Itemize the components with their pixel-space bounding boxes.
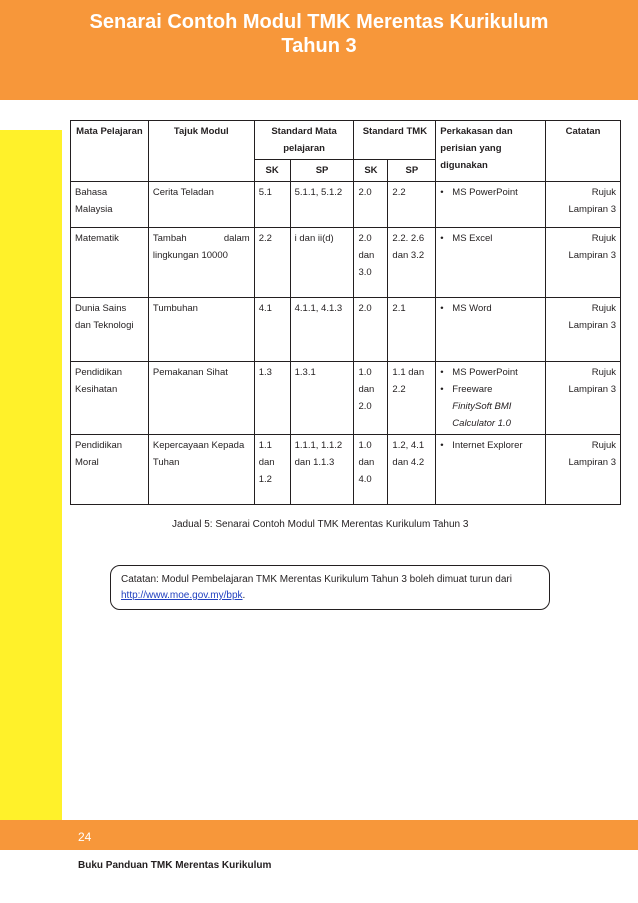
header-sk: SK — [354, 160, 388, 182]
cell-sp-tmk: 2.1 — [388, 298, 436, 362]
tool-item: • MS Excel — [440, 230, 541, 247]
header-standard-tmk: Standard TMK — [354, 121, 436, 160]
tajuk-word: dalam — [223, 233, 250, 244]
header-sk: SK — [254, 160, 290, 182]
header-catatan: Catatan — [546, 121, 621, 182]
cell-tajuk: Tumbuhan — [148, 298, 254, 362]
header-sp: SP — [290, 160, 354, 182]
table-row — [71, 182, 621, 228]
tool-item: • Freeware — [440, 381, 541, 398]
table-row — [71, 362, 621, 435]
table-header-row — [71, 121, 621, 160]
cell-sp-tmk: 2.2. 2.6 dan 3.2 — [388, 228, 436, 298]
cell-catatan: Rujuk Lampiran 3 — [546, 435, 621, 505]
cell-mata: Matematik — [71, 228, 149, 298]
tool-item: • Internet Explorer — [440, 437, 541, 454]
note-text: Catatan: Modul Pembelajaran TMK Merentas Kurikulum Tahun 3 boleh dimuat turun dari — [121, 574, 512, 585]
note-box — [110, 565, 550, 610]
cell-sp: 1.3.1 — [290, 362, 354, 435]
cell-tools — [436, 435, 546, 505]
cell-sk-tmk: 1.0 dan 2.0 — [354, 362, 388, 435]
table-row — [71, 435, 621, 505]
cell-catatan: Rujuk Lampiran 3 — [546, 362, 621, 435]
cell-sk: 2.2 — [254, 228, 290, 298]
cell-sk: 1.3 — [254, 362, 290, 435]
cell-sk-tmk: 2.0 — [354, 182, 388, 228]
cell-catatan: Rujuk Lampiran 3 — [546, 228, 621, 298]
tool-item: • MS PowerPoint — [440, 364, 541, 381]
cell-tajuk: Pemakanan Sihat — [148, 362, 254, 435]
tool-item: • MS Word — [440, 300, 541, 317]
table-row — [71, 298, 621, 362]
cell-mata: Bahasa Malaysia — [71, 182, 149, 228]
tajuk-word: Tambah — [152, 233, 187, 244]
cell-sp-tmk: 1.2, 4.1 dan 4.2 — [388, 435, 436, 505]
page-title-line1: Senarai Contoh Modul TMK Merentas Kurikulum — [89, 11, 549, 33]
cell-tools — [436, 228, 546, 298]
cell-mata: Dunia Sains dan Teknologi — [71, 298, 149, 362]
page-title — [0, 10, 638, 58]
cell-sk-tmk: 1.0 dan 4.0 — [354, 435, 388, 505]
cell-tajuk — [148, 228, 254, 298]
tool-item: • MS PowerPoint — [440, 184, 541, 201]
tool-item-detail: FinitySoft BMI Calculator 1.0 — [452, 401, 512, 429]
page-title-line2: Tahun 3 — [281, 35, 357, 57]
page-number: 24 — [78, 830, 92, 844]
header-mata-pelajaran: Mata Pelajaran — [71, 121, 149, 182]
cell-sp: 1.1.1, 1.1.2 dan 1.1.3 — [290, 435, 354, 505]
header-perkakasan: Perkakasan dan perisian yang digunakan — [436, 121, 546, 182]
cell-tools — [436, 182, 546, 228]
cell-tajuk: Kepercayaan Kepada Tuhan — [148, 435, 254, 505]
cell-sp: i dan ii(d) — [290, 228, 354, 298]
cell-sp-tmk: 1.1 dan 2.2 — [388, 362, 436, 435]
tajuk-first-line — [153, 230, 250, 247]
cell-sk: 5.1 — [254, 182, 290, 228]
cell-sk-tmk: 2.0 — [354, 298, 388, 362]
cell-sk: 1.1 dan 1.2 — [254, 435, 290, 505]
cell-tools — [436, 362, 546, 435]
header-sp: SP — [388, 160, 436, 182]
cell-sk: 4.1 — [254, 298, 290, 362]
cell-mata: Pendidikan Kesihatan — [71, 362, 149, 435]
cell-sk-tmk: 2.0 dan 3.0 — [354, 228, 388, 298]
header-standard-mata: Standard Mata pelajaran — [254, 121, 354, 160]
module-table — [70, 120, 621, 505]
cell-tajuk: Cerita Teladan — [148, 182, 254, 228]
table-caption: Jadual 5: Senarai Contoh Modul TMK Merentas Kurikulum Tahun 3 — [172, 519, 469, 530]
cell-tools — [436, 298, 546, 362]
cell-mata: Pendidikan Moral — [71, 435, 149, 505]
footer-book-title: Buku Panduan TMK Merentas Kurikulum — [78, 860, 272, 871]
bpk-link[interactable]: http://www.moe.gov.my/bpk — [121, 590, 243, 601]
cell-sp-tmk: 2.2 — [388, 182, 436, 228]
cell-sp: 5.1.1, 5.1.2 — [290, 182, 354, 228]
table-row — [71, 228, 621, 298]
cell-catatan: Rujuk Lampiran 3 — [546, 182, 621, 228]
tajuk-second-line: lingkungan 10000 — [152, 250, 228, 261]
note-end: . — [242, 590, 246, 601]
cell-sp: 4.1.1, 4.1.3 — [290, 298, 354, 362]
cell-catatan: Rujuk Lampiran 3 — [546, 298, 621, 362]
header-tajuk-modul: Tajuk Modul — [148, 121, 254, 182]
